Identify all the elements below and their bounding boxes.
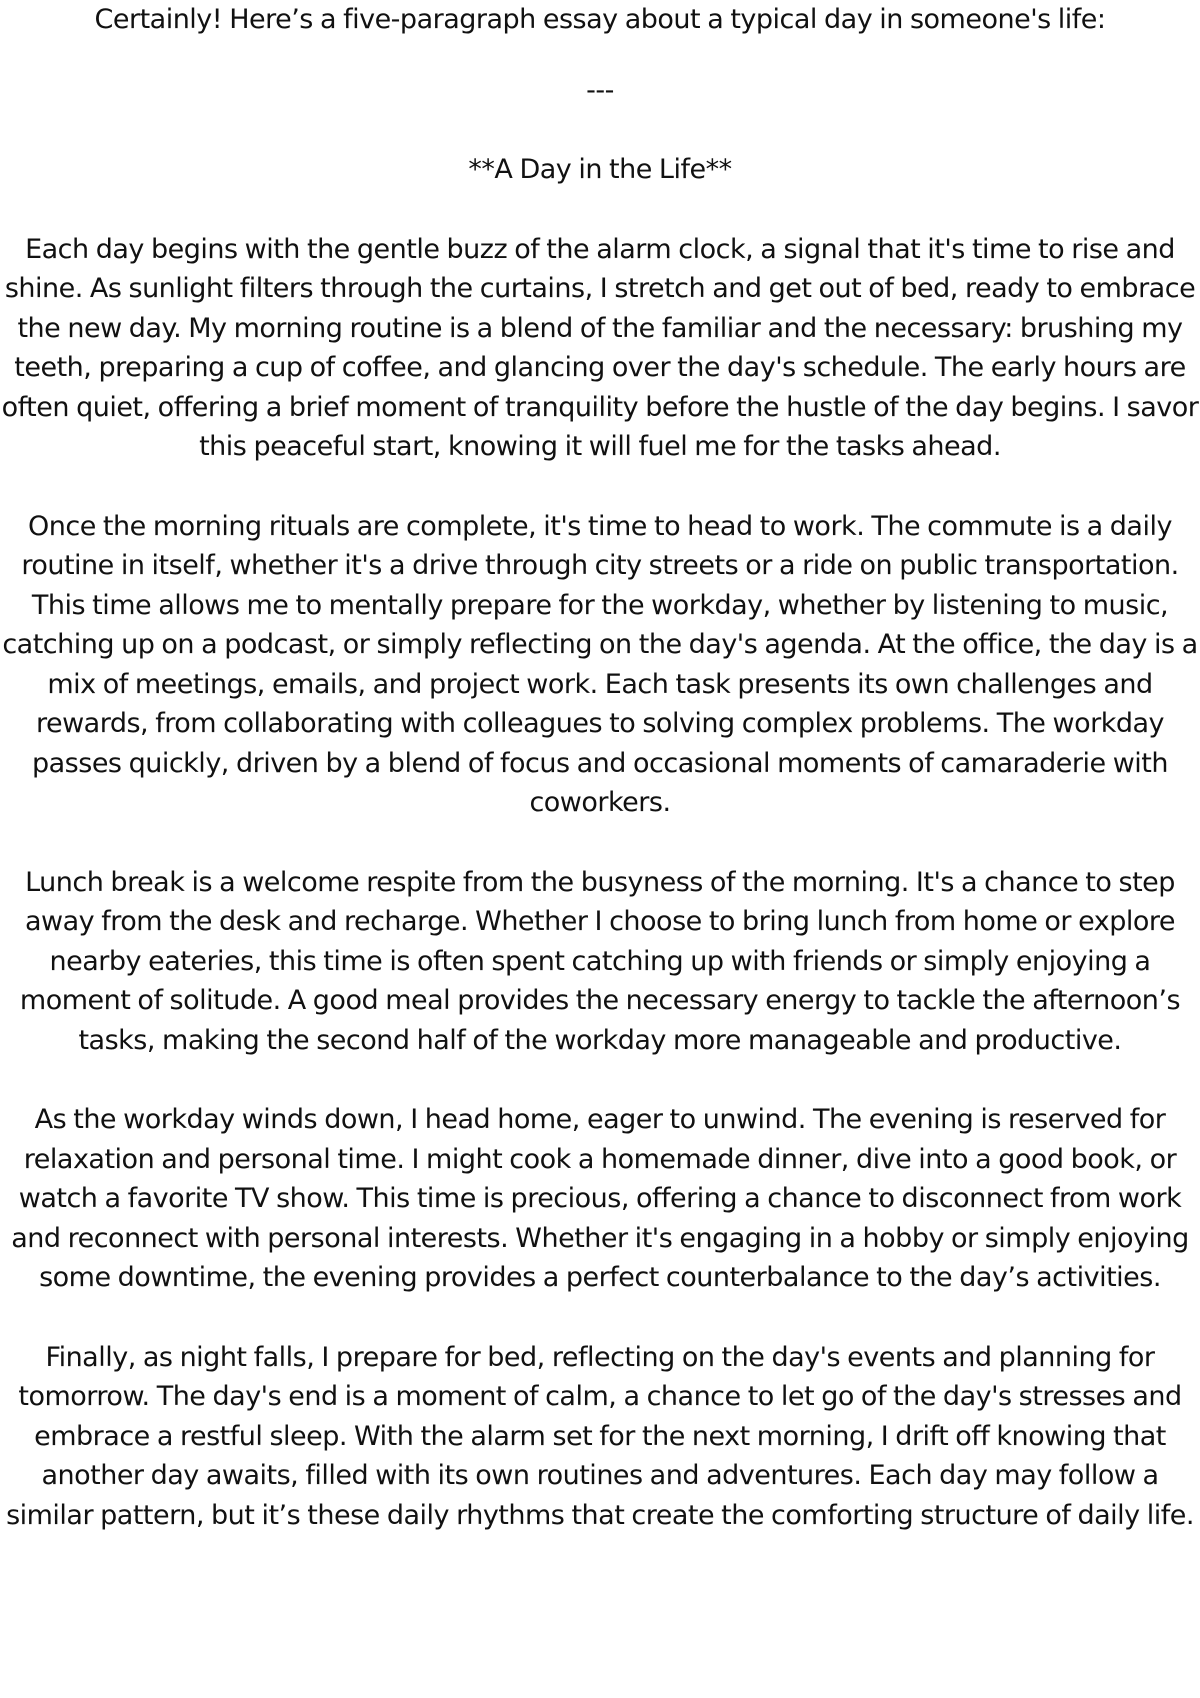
paragraph-work: Once the morning rituals are complete, it's time to head to work. The commute is a daily routine in itself, whether it's a drive through city streets or a ride on public transportation. This time allows me to mentally prepare for the workday, whether by listening to music, catching up on a podcast, or simply reflecting on the day's agenda. At the office, the day is a mix of meetings, emails, and project work. Each task presents its own challenges and rewards, from collaborating with colleagues to solving complex problems. The workday passes quickly, driven by a blend of focus and occasional moments of camaraderie with coworkers. [2,510,1198,818]
intro-line: Certainly! Here’s a five-paragraph essay about a typical day in someone's life: [94,4,1106,35]
paragraph-morning: Each day begins with the gentle buzz of the alarm clock, a signal that it's time to rise and shine. As sunlight filters through the curtains, I stretch and get out of bed, ready to embrace the new day. My morning routine is a blend of the familiar and the necessary: brushing my teeth, preparing a cup of coffee, and glancing over the day's schedule. The early hours are often quiet, offering a brief moment of tranquility before the hustle of the day begins. I savor this peaceful start, knowing it will fuel me for the tasks ahead. [1,233,1199,462]
essay-title: **A Day in the Life** [468,154,732,185]
paragraph-lunch: Lunch break is a welcome respite from the busyness of the morning. It's a chance to step away from the desk and recharge. Whether I choose to bring lunch from home or explore nearby eateries, this time is often spent catching up with friends or simply enjoying a moment of solitude. A good meal provides the necessary energy to tackle the afternoon’s tasks, making the second half of the workday more manageable and productive. [19,866,1181,1056]
paragraph-evening: As the workday winds down, I head home, eager to unwind. The evening is reserved for relaxation and personal time. I might cook a homemade dinner, dive into a good book, or watch a favorite TV show. This time is precious, offering a chance to disconnect from work and reconnect with personal interests. Whether it's engaging in a hobby or simply enjoying some downtime, the evening provides a perfect counterbalance to the day’s activities. [11,1104,1189,1293]
paragraph-night: Finally, as night falls, I prepare for bed, reflecting on the day's events and planning for tomorrow. The day's end is a moment of calm, a chance to let go of the day's stresses and embrace a restful sleep. With the alarm set for the next morning, I drift off knowing that another day awaits, filled with its own routines and adventures. Each day may follow a similar pattern, but it’s these daily rhythms that create the comforting structure of daily life. [6,1341,1194,1531]
divider-line: --- [586,74,614,106]
